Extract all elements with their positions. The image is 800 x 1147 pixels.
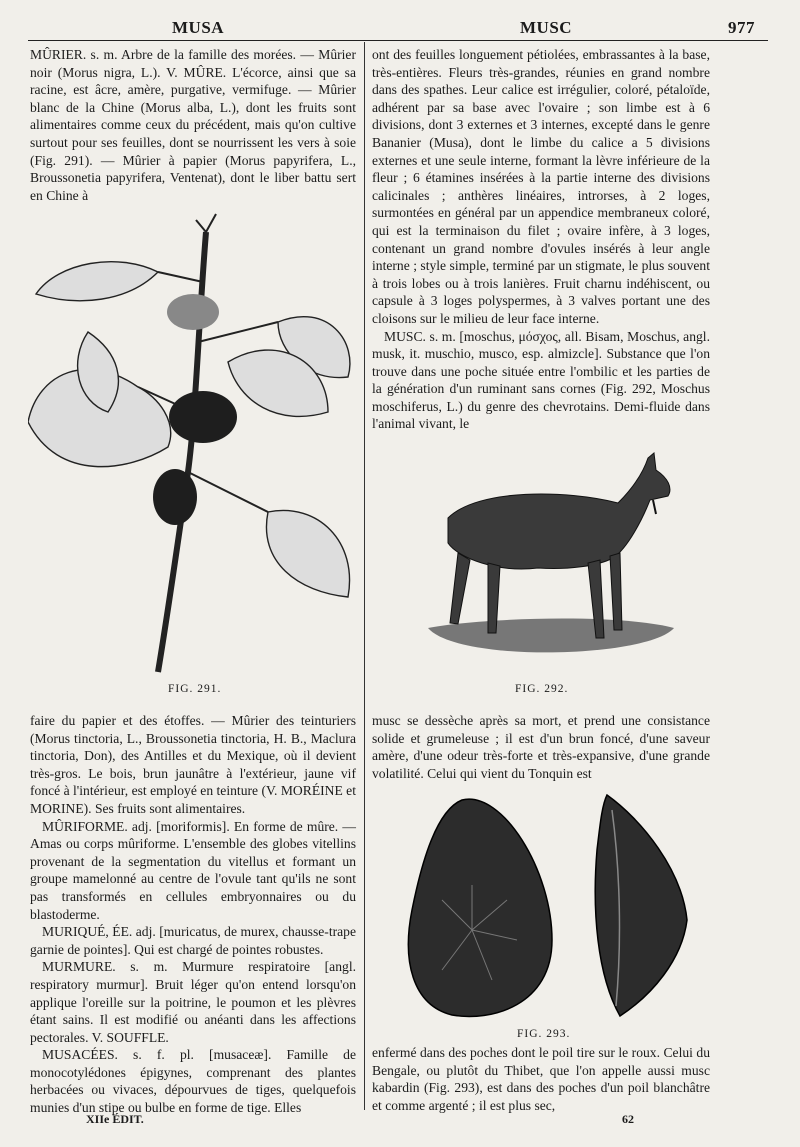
entry-murmure: MURMURE. s. m. Murmure respiratoire [angl. respiratory murmur]. Bruit léger qu'on entend lorsqu'on applique l'oreille sur la poitrine, le poumon et les plèvres étant sains. Il est modifié ou anéanti dans les affections pectorales. V. SOUFFLE. (30, 959, 356, 1045)
right-column-middle (372, 712, 710, 782)
fig-293-caption: FIG. 293. (517, 1028, 571, 1040)
column-divider (364, 42, 365, 1110)
edition-mark: XIIe ÉDIT. (86, 1112, 144, 1126)
left-column-bottom (30, 712, 356, 1117)
entry-muriforme: MÛRIFORME. adj. [moriformis]. En forme de mûre. — Amas ou corps mûriforme. L'ensemble des globes vitellins provenant de la segmentation du vitellus et formant un groupe mamelonné au centre de l'ovule tant qu'ils ne sont pas transformés en cellules embryonnaires ou du blastoderme. (30, 818, 356, 922)
header-rule (28, 40, 768, 41)
entry-musacees-continued: ont des feuilles longuement pétiolées, embrassantes à la base, très-entières. Fleurs très-grandes, réunies en grand nombre dans des spathes. Leur calice est irrégulier, coloré, pétaloïde, adhérent par sa base avec l'ovaire ; son limbe est à 6 divisions, dont 3 externes et 3 internes, excepté dans le genre Bananier (Musa), dont le limbe du calice a 5 divisions externes et une seule interne, formant la lèvre inférieure de la fleur ; 6 étamines insérées à la partie interne des divisions calicinales ; anthères linéaires, introrses, à 2 loges, surmontées en général par un appendice membraneux coloré, qui est la terminaison du filet ; ovaire infère, à 3 loges, contenant un grand nombre d'ovules insérés à leur angle interne ; style simple, terminé par un stigmate, le plus souvent à trois lobes ou à trois lanières. Fruit charnu indéhiscent, ou capsule à 3 loges polyspermes, à 3 valves portant une des cloisons sur le milieu de leur face interne. (372, 47, 710, 326)
fig-292-caption: FIG. 292. (515, 683, 569, 695)
entry-murier: MÛRIER. s. m. Arbre de la famille des morées. — Mûrier noir (Morus nigra, L.). V. MÛRE. L'écorce, ainsi que sa racine, est âcre, amère, purgative, vermifuge. — Mûrier blanc de la Chine (Morus alba, L.), dont les fruits sont alimentaires comme ceux du précédent, mais qu'on cultive surtout pour ses feuilles, dont se nourrissent les vers à soie (Fig. 291). — Mûrier à papier (Morus papyrifera, L., Broussonetia papyrifera, Ventenat), dont le liber battu sert en Chine à (30, 47, 356, 203)
signature-number: 62 (622, 1112, 634, 1126)
left-column-top (30, 46, 356, 204)
fig-291-mulberry-illustration (28, 212, 360, 677)
running-head-left: MUSA (172, 18, 225, 37)
fig-293-musk-pod-illustration (402, 790, 702, 1026)
fig-292-musk-deer-illustration (418, 448, 684, 666)
entry-musc-tail: enfermé dans des poches dont le poil tire sur le roux. Celui du Bengale, ou plutôt du Thibet, que l'on appelle aussi musc kabardin (Fig. 293), est dans des poches d'un poil blanchâtre et comme argenté ; il est plus sec, (372, 1045, 710, 1113)
entry-musc-continued: musc se dessèche après sa mort, et prend une consistance solide et grumeleuse ; il est d'un brun foncé, d'une saveur amère, d'une odeur très-forte et très-expansive, d'une grande volatilité. Celui qui vient du Tonquin est (372, 713, 710, 781)
right-column-bottom (372, 1044, 710, 1114)
entry-murique: MURIQUÉ, ÉE. adj. [muricatus, de murex, chausse-trape garnie de pointes]. Qui est chargé de pointes robustes. (30, 924, 356, 957)
entry-murier-continued: faire du papier et des étoffes. — Mûrier des teinturiers (Morus tinctoria, L., Broussonetia tinctoria, H. B., Maclura tinctoria, Don), des Antilles et du Mexique, où il devient très-gros. Le bois, brun jaunâtre à l'extérieur, jaune vif foncé à l'intérieur, est employé en teinture (V. MORÉINE et MORINE). Ses fruits sont alimentaires. (30, 713, 356, 816)
right-column-top (372, 46, 710, 433)
entry-musacees: MUSACÉES. s. f. pl. [musaceæ]. Famille de monocotylédones épigynes, comprenant des plantes herbacées ou vivaces, dépourvues de tiges, quelquefois munies d'un stipe ou bulbe en forme de tige. Elles (30, 1047, 356, 1116)
page-number: 977 (728, 18, 755, 37)
running-head-center: MUSC (520, 18, 573, 37)
fig-291-caption: FIG. 291. (168, 683, 222, 695)
entry-musc: MUSC. s. m. [moschus, μόσχος, all. Bisam, Moschus, angl. musk, it. muschio, musco, esp. almizcle]. Substance que l'on trouve dans une poche située entre l'ombilic et les parties de la génération d'un ruminant sans cornes (Fig. 292, Moschus moschiferus, L.) du genre des chevrotains. Demi-fluide dans l'animal vivant, le (372, 328, 710, 432)
